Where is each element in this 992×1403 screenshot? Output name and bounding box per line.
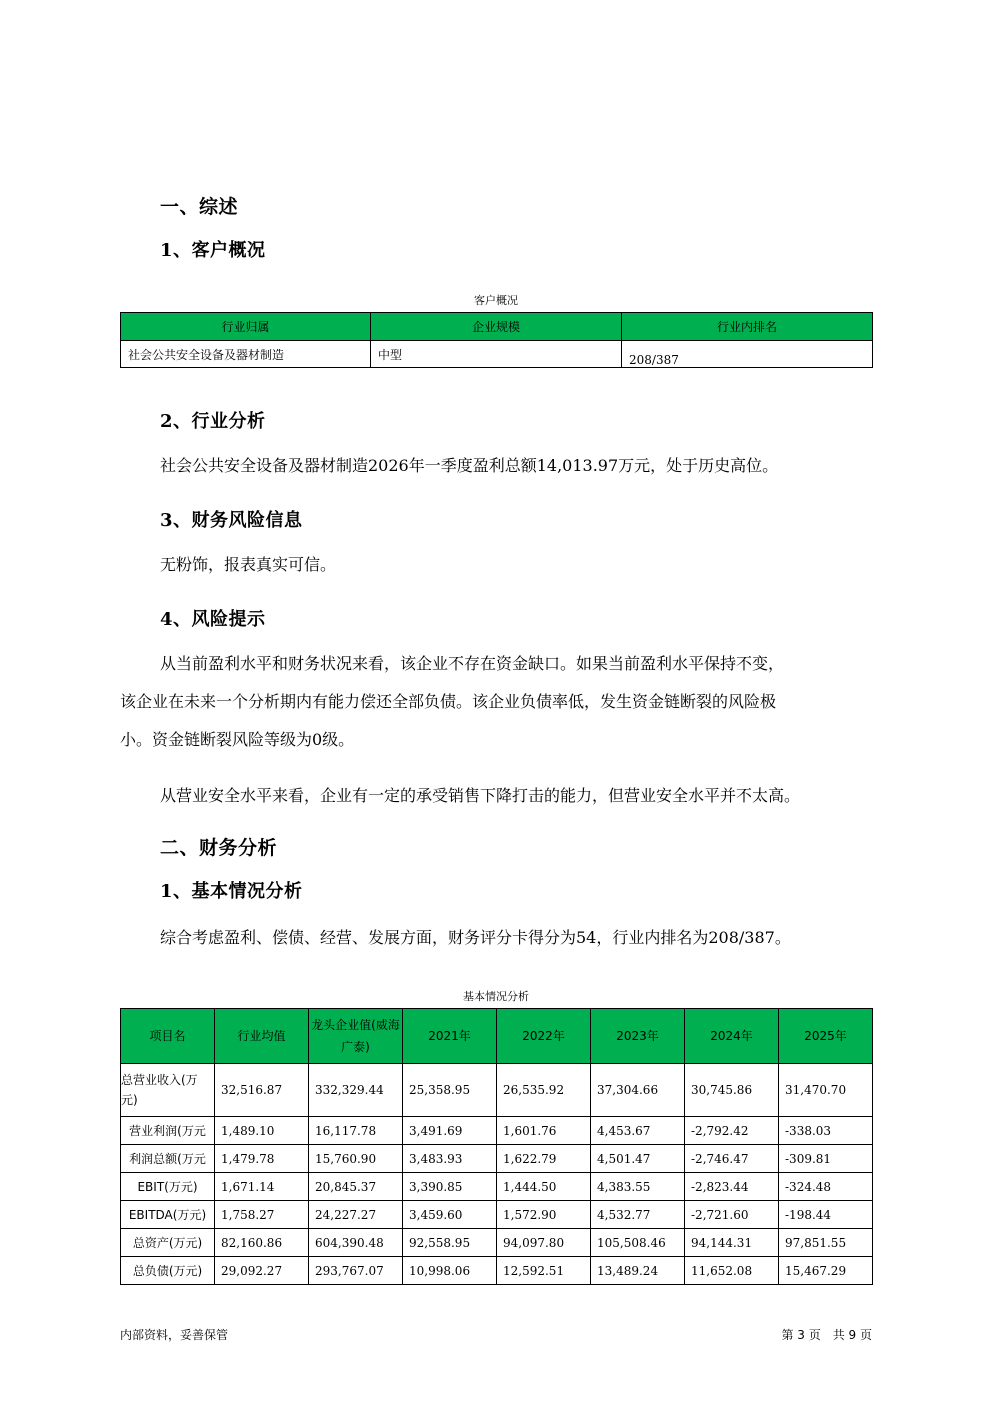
- table-cell: 1,671.14: [215, 1173, 309, 1201]
- section-heading-overview: 一、综述: [160, 196, 239, 218]
- industry-paragraph: 社会公共安全设备及器材制造2026年一季度盈利总额14,013.97万元，处于历史高位。: [160, 456, 779, 475]
- table-cell: 10,998.06: [403, 1257, 497, 1285]
- table-cell: 1,572.90: [497, 1201, 591, 1229]
- risk-paragraph-line-3: 小。资金链断裂风险等级为0级。: [120, 730, 355, 749]
- table-cell: 3,390.85: [403, 1173, 497, 1201]
- table-cell: 16,117.78: [309, 1117, 403, 1145]
- header-rank: 行业内排名: [622, 313, 873, 341]
- table-cell: 13,489.24: [591, 1257, 685, 1285]
- table-cell: 3,459.60: [403, 1201, 497, 1229]
- header-2023: 2023年: [591, 1009, 685, 1064]
- customer-table: [120, 312, 873, 368]
- row-label-ebit: EBIT(万元): [121, 1173, 215, 1201]
- header-2021: 2021年: [403, 1009, 497, 1064]
- footer-page-number: 第 3 页 共 9 页: [781, 1328, 872, 1342]
- table-cell: 1,622.79: [497, 1145, 591, 1173]
- row-label-operating-profit: 营业利润(万元: [121, 1117, 215, 1145]
- cell-rank: 208/387: [622, 341, 873, 368]
- table-cell: 1,758.27: [215, 1201, 309, 1229]
- table-cell: 1,479.78: [215, 1145, 309, 1173]
- table-cell: 604,390.48: [309, 1229, 403, 1257]
- table-cell: 94,144.31: [685, 1229, 779, 1257]
- table-row: [121, 1064, 873, 1117]
- table-cell: 92,558.95: [403, 1229, 497, 1257]
- table-cell: 293,767.07: [309, 1257, 403, 1285]
- risk-paragraph-line-2: 该企业在未来一个分析期内有能力偿还全部负债。该企业负债率低，发生资金链断裂的风险极: [120, 692, 777, 711]
- table-cell: -338.03: [779, 1117, 873, 1145]
- basic-table-header-row: [121, 1009, 873, 1064]
- table-row: [121, 1257, 873, 1285]
- basic-table-caption: 基本情况分析: [463, 990, 529, 1003]
- table-cell: 332,329.44: [309, 1064, 403, 1117]
- table-cell: 11,652.08: [685, 1257, 779, 1285]
- header-leader: 龙头企业值(威海广泰): [309, 1009, 403, 1064]
- table-cell: -2,823.44: [685, 1173, 779, 1201]
- header-industry-avg: 行业均值: [215, 1009, 309, 1064]
- table-row: [121, 1117, 873, 1145]
- customer-table-row: [121, 341, 873, 368]
- table-cell: 4,532.77: [591, 1201, 685, 1229]
- row-label-ebitda: EBITDA(万元): [121, 1201, 215, 1229]
- risk-paragraph-line-1: 从当前盈利水平和财务状况来看，该企业不存在资金缺口。如果当前盈利水平保持不变，: [160, 654, 785, 673]
- table-cell: 15,467.29: [779, 1257, 873, 1285]
- table-cell: -2,721.60: [685, 1201, 779, 1229]
- table-cell: 105,508.46: [591, 1229, 685, 1257]
- table-cell: 4,383.55: [591, 1173, 685, 1201]
- table-row: [121, 1173, 873, 1201]
- basic-paragraph: 综合考虑盈利、偿债、经营、发展方面，财务评分卡得分为54，行业内排名为208/387。: [160, 928, 791, 947]
- table-cell: 4,453.67: [591, 1117, 685, 1145]
- table-cell: 31,470.70: [779, 1064, 873, 1117]
- table-cell: 1,601.76: [497, 1117, 591, 1145]
- table-cell: -2,792.42: [685, 1117, 779, 1145]
- table-cell: 30,745.86: [685, 1064, 779, 1117]
- table-cell: 4,501.47: [591, 1145, 685, 1173]
- table-cell: 1,444.50: [497, 1173, 591, 1201]
- table-row: [121, 1201, 873, 1229]
- header-2024: 2024年: [685, 1009, 779, 1064]
- table-cell: 97,851.55: [779, 1229, 873, 1257]
- table-cell: 20,845.37: [309, 1173, 403, 1201]
- table-cell: 29,092.27: [215, 1257, 309, 1285]
- table-cell: 26,535.92: [497, 1064, 591, 1117]
- row-label-revenue: 总营业收入(万元): [121, 1064, 215, 1117]
- cell-industry: 社会公共安全设备及器材制造: [121, 341, 371, 368]
- table-cell: 82,160.86: [215, 1229, 309, 1257]
- risk-paragraph-2: 从营业安全水平来看，企业有一定的承受销售下降打击的能力，但营业安全水平并不太高。: [160, 786, 801, 805]
- basic-table: [120, 1008, 873, 1285]
- subheading-customer: 1、客户概况: [160, 240, 266, 261]
- customer-table-caption: 客户概况: [474, 294, 518, 307]
- header-industry: 行业归属: [121, 313, 371, 341]
- section-heading-finance: 二、财务分析: [160, 837, 278, 859]
- table-cell: 15,760.90: [309, 1145, 403, 1173]
- table-row: [121, 1145, 873, 1173]
- fin-risk-paragraph: 无粉饰，报表真实可信。: [160, 555, 337, 574]
- header-item: 项目名: [121, 1009, 215, 1064]
- table-cell: 37,304.66: [591, 1064, 685, 1117]
- header-scale: 企业规模: [371, 313, 622, 341]
- row-label-total-assets: 总资产(万元): [121, 1229, 215, 1257]
- subheading-industry: 2、行业分析: [160, 411, 266, 432]
- table-cell: -324.48: [779, 1173, 873, 1201]
- customer-table-header-row: [121, 313, 873, 341]
- table-cell: 3,491.69: [403, 1117, 497, 1145]
- table-row: [121, 1229, 873, 1257]
- table-cell: 3,483.93: [403, 1145, 497, 1173]
- table-cell: 94,097.80: [497, 1229, 591, 1257]
- header-2022: 2022年: [497, 1009, 591, 1064]
- table-cell: 12,592.51: [497, 1257, 591, 1285]
- table-cell: 24,227.27: [309, 1201, 403, 1229]
- header-2025: 2025年: [779, 1009, 873, 1064]
- table-cell: -2,746.47: [685, 1145, 779, 1173]
- subheading-basic: 1、基本情况分析: [160, 881, 303, 902]
- table-cell: -198.44: [779, 1201, 873, 1229]
- subheading-risk: 4、风险提示: [160, 609, 266, 630]
- row-label-total-liabilities: 总负债(万元): [121, 1257, 215, 1285]
- cell-scale: 中型: [371, 341, 622, 368]
- row-label-total-profit: 利润总额(万元: [121, 1145, 215, 1173]
- table-cell: 32,516.87: [215, 1064, 309, 1117]
- table-cell: 1,489.10: [215, 1117, 309, 1145]
- table-cell: 25,358.95: [403, 1064, 497, 1117]
- table-cell: -309.81: [779, 1145, 873, 1173]
- subheading-fin-risk: 3、财务风险信息: [160, 510, 303, 531]
- footer-confidential: 内部资料，妥善保管: [120, 1328, 229, 1342]
